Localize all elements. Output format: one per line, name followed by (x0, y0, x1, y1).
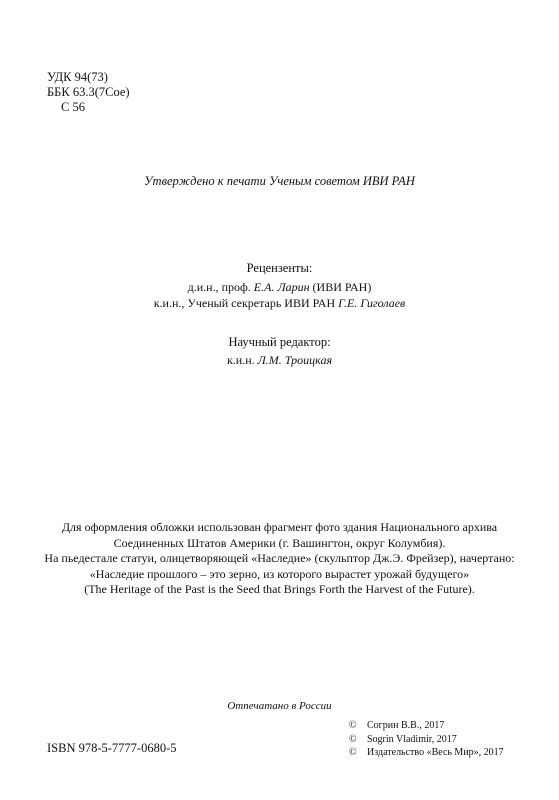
approval-note: Утверждено к печати Ученым советом ИВИ РАН (144, 174, 415, 188)
bbk-code: ББК 63.3(7Сое) (47, 85, 130, 99)
copyright-1-text: Согрин В.В., 2017 (367, 720, 445, 731)
reviewer-1-name: Е.А. Ларин (253, 280, 310, 294)
editor-heading: Научный редактор: (228, 335, 331, 349)
cover-note-line-4: «Наследие прошлого – это зерно, из которого вырастет урожай будущего» (89, 566, 470, 581)
reviewer-2-prefix: к.и.н., Ученый секретарь ИВИ РАН (153, 296, 339, 310)
isbn: ISBN 978-5-7777-0680-5 (47, 741, 177, 755)
copyright-3 (349, 746, 504, 760)
editor-prefix: к.и.н. (226, 353, 258, 367)
printed-in-russia: Отпечатано в России (227, 700, 332, 712)
reviewer-2-name: Г.Е. Гиголаев (338, 296, 406, 310)
cover-note-line-2: Соединенных Штатов Америки (г. Вашингтон, округ Колумбия). (113, 535, 446, 550)
copyright-icon: © (349, 720, 357, 731)
copyright-2 (349, 733, 504, 747)
editor-line (0, 353, 559, 368)
cover-note (0, 520, 559, 598)
author-mark: С 56 (61, 100, 85, 114)
copyright-icon: © (349, 733, 357, 745)
copyright-2-text: Sogrin Vladimir, 2017 (367, 733, 457, 745)
editor-name: Л.М. Троицкая (257, 353, 333, 367)
reviewer-1-prefix: д.и.н., проф. (187, 280, 254, 294)
reviewers-list (0, 279, 559, 311)
copyright-1 (349, 719, 504, 733)
cover-note-line-1: Для оформления обложки использован фрагмент фото здания Национального архива (61, 520, 498, 534)
reviewers-heading: Рецензенты: (246, 261, 313, 275)
cover-note-line-5: (The Heritage of the Past is the Seed that Brings Forth the Harvest of the Future). (84, 582, 475, 597)
reviewer-1 (0, 279, 559, 295)
copyright-3-text: Издательство «Весь Мир», 2017 (367, 747, 504, 758)
cover-note-line-3: На пьедестале статуи, олицетворяющей «Наследие» (скульптор Дж.Э. Фрейзер), начертано: (44, 551, 515, 566)
udk-code: УДК 94(73) (47, 70, 108, 84)
copyright-block (349, 719, 504, 760)
reviewer-1-suffix: (ИВИ РАН) (309, 280, 372, 294)
classification-codes (47, 70, 130, 115)
copyright-icon: © (349, 747, 357, 758)
reviewer-2 (0, 295, 559, 311)
